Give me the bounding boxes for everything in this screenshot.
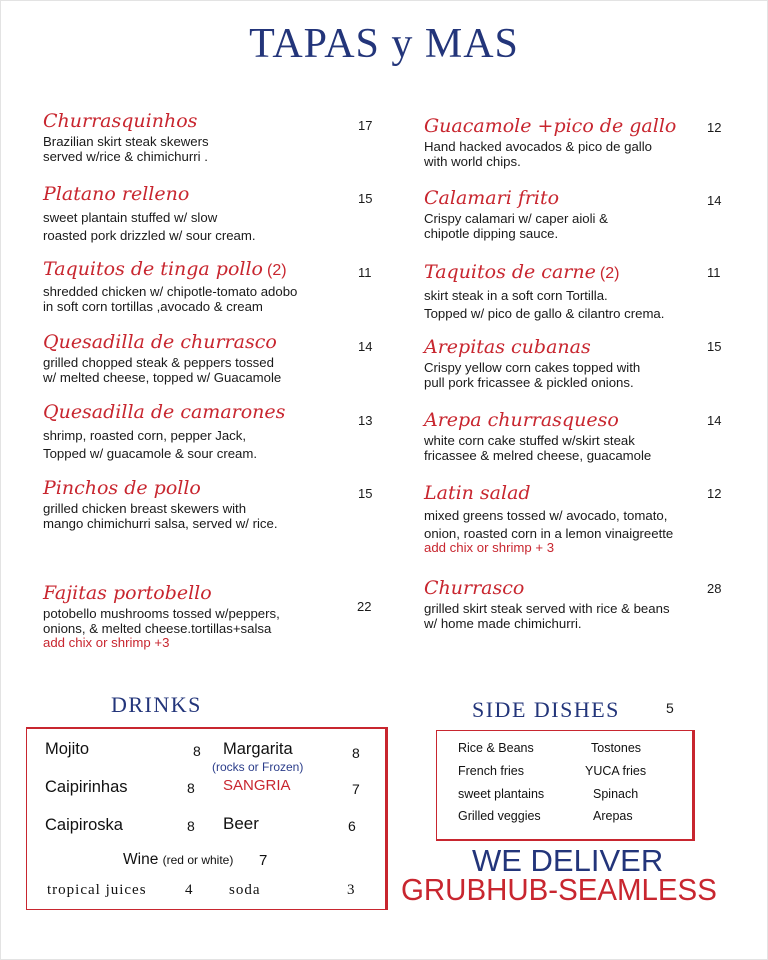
item-desc-line: w/ melted cheese, topped w/ Guacamole — [43, 369, 282, 385]
drink-price: 7 — [259, 852, 268, 869]
item-name: Calamari frito — [424, 187, 560, 209]
item-desc-line: white corn cake stuffed w/skirt steak — [424, 433, 635, 448]
item-desc-line: grilled skirt steak served with rice & beans — [424, 601, 670, 616]
item-name: Latin salad — [424, 482, 531, 504]
item-price: 17 — [358, 118, 373, 133]
side-item: YUCA fries — [585, 764, 647, 778]
item-desc-line: grilled chopped steak & peppers tossed — [43, 355, 274, 370]
side-item: Grilled veggies — [458, 809, 541, 823]
item-desc-line: w/ home made chimichurri. — [424, 615, 582, 631]
drinks-heading: DRINKS — [111, 692, 202, 717]
item-name: Quesadilla de camarones — [43, 401, 286, 423]
drink-wine-name: Wine — [123, 851, 159, 868]
item-price: 14 — [358, 339, 373, 354]
drink-caipiroska: Caipiroska — [45, 816, 123, 834]
side-item: Tostones — [591, 741, 642, 755]
drink-price: 8 — [187, 818, 195, 834]
item-name: Arepa churrasqueso — [424, 409, 619, 431]
item-name: Guacamole +pico de gallo — [424, 115, 677, 137]
item-price: 14 — [707, 193, 722, 208]
item-name: Quesadilla de churrasco — [43, 331, 277, 353]
side-dishes-heading: SIDE DISHES — [472, 697, 620, 722]
item-desc-line: mango chimichurri salsa, served w/ rice. — [43, 515, 278, 531]
item-desc-line: shrimp, roasted corn, pepper Jack, — [43, 428, 247, 443]
drink-price: 8 — [187, 780, 195, 796]
item-price: 28 — [707, 581, 722, 596]
item-desc-line: Crispy calamari w/ caper aioli & — [424, 211, 608, 226]
item-name: Churrasquinhos — [43, 110, 198, 132]
item-price: 15 — [707, 339, 722, 354]
side-item: sweet plantains — [458, 787, 545, 801]
item-desc-line: in soft corn tortillas ,avocado & cream — [43, 298, 263, 314]
menu-item-fajitas-portobello — [43, 582, 383, 650]
item-desc-line: skirt steak in a soft corn Tortilla. — [424, 288, 608, 303]
item-qty: (2) — [266, 262, 287, 279]
grubhub-seamless-banner: GRUBHUB-SEAMLESS — [401, 872, 717, 907]
side-item: Spinach — [593, 787, 639, 801]
item-desc-line: potobello mushrooms tossed w/peppers, — [43, 606, 280, 621]
item-name: Taquitos de carne — [424, 261, 596, 283]
drink-soda: soda — [229, 882, 261, 898]
item-price: 12 — [707, 486, 722, 501]
drink-mojito: Mojito — [45, 740, 90, 758]
drink-price: 3 — [347, 882, 356, 898]
item-price: 22 — [357, 599, 372, 614]
side-dishes-price: 5 — [666, 700, 674, 716]
item-price: 11 — [707, 265, 721, 280]
item-price: 14 — [707, 413, 722, 428]
item-desc-line: served w/rice & chimichurri . — [43, 148, 208, 164]
item-price: 13 — [358, 413, 373, 428]
item-desc-line: Hand hacked avocados & pico de gallo — [424, 139, 653, 154]
item-desc-line: grilled chicken breast skewers with — [43, 501, 247, 516]
item-name: Fajitas portobello — [43, 582, 212, 604]
drink-beer: Beer — [223, 814, 259, 833]
item-price: 11 — [358, 265, 372, 280]
item-addon-note: add chix or shrimp +3 — [43, 635, 170, 650]
menu-item-quesadilla-churrasco — [43, 331, 383, 385]
item-name: Platano relleno — [43, 183, 190, 205]
item-name: Taquitos de tinga pollo — [43, 258, 263, 280]
item-desc-line: chipotle dipping sauce. — [424, 225, 559, 241]
menu-item-churrasquinhos — [43, 110, 383, 164]
we-deliver-banner: WE DELIVER — [472, 843, 664, 878]
drink-price: 7 — [352, 781, 360, 797]
item-name: Arepitas cubanas — [424, 336, 591, 358]
item-desc-line: shredded chicken w/ chipotle-tomato adobo — [43, 284, 298, 299]
item-name: Churrasco — [424, 577, 525, 599]
drink-wine — [123, 851, 233, 869]
item-desc-line: Topped w/ guacamole & sour cream. — [43, 445, 258, 461]
item-desc-line: Topped w/ pico de gallo & cilantro crema. — [424, 305, 665, 321]
item-qty: (2) — [599, 265, 620, 282]
drink-margarita: Margarita — [223, 740, 293, 758]
item-desc-line: pull pork fricassee & pickled onions. — [424, 374, 634, 390]
item-desc-line: fricassee & melred cheese, guacamole — [424, 447, 652, 463]
item-desc-line: Brazilian skirt steak skewers — [43, 134, 209, 149]
drink-price: 4 — [185, 882, 194, 898]
side-item: Arepas — [593, 809, 633, 823]
item-name: Pinchos de pollo — [43, 477, 201, 499]
menu-item-platano-relleno — [43, 183, 383, 243]
item-addon-note: add chix or shrimp + 3 — [424, 540, 555, 555]
item-desc-line: with world chips. — [424, 153, 521, 169]
drink-caipirinhas: Caipirinhas — [45, 778, 128, 796]
item-desc-line: roasted pork drizzled w/ sour cream. — [43, 227, 256, 243]
drink-tropical-juices: tropical juices — [47, 882, 147, 898]
menu-item-quesadilla-camarones — [43, 401, 383, 461]
drink-margarita-style: (rocks or Frozen) — [212, 760, 304, 774]
drink-price: 8 — [193, 743, 201, 759]
menu-item-taquitos-tinga — [43, 258, 383, 314]
menu-title: TAPAS y MAS — [249, 21, 519, 67]
drink-price: 8 — [352, 745, 360, 761]
item-desc-line: onions, & melted cheese.tortillas+salsa — [43, 620, 272, 636]
item-desc-line: onion, roasted corn in a lemon vinaigreette — [424, 525, 674, 541]
drink-wine-style: (red or white) — [162, 853, 234, 867]
side-dishes-box — [436, 730, 695, 841]
drink-price: 6 — [348, 818, 356, 834]
side-item: French fries — [458, 764, 524, 778]
item-price: 15 — [358, 191, 373, 206]
drinks-box — [26, 727, 388, 910]
item-desc-line: Crispy yellow corn cakes topped with — [424, 360, 641, 375]
item-price: 15 — [358, 486, 373, 501]
menu-item-pinchos-pollo — [43, 477, 383, 531]
item-price: 12 — [707, 120, 722, 135]
item-desc-line: sweet plantain stuffed w/ slow — [43, 210, 218, 225]
item-desc-line: mixed greens tossed w/ avocado, tomato, — [424, 508, 668, 523]
side-item: Rice & Beans — [458, 741, 534, 755]
drink-sangria: SANGRIA — [223, 777, 291, 794]
